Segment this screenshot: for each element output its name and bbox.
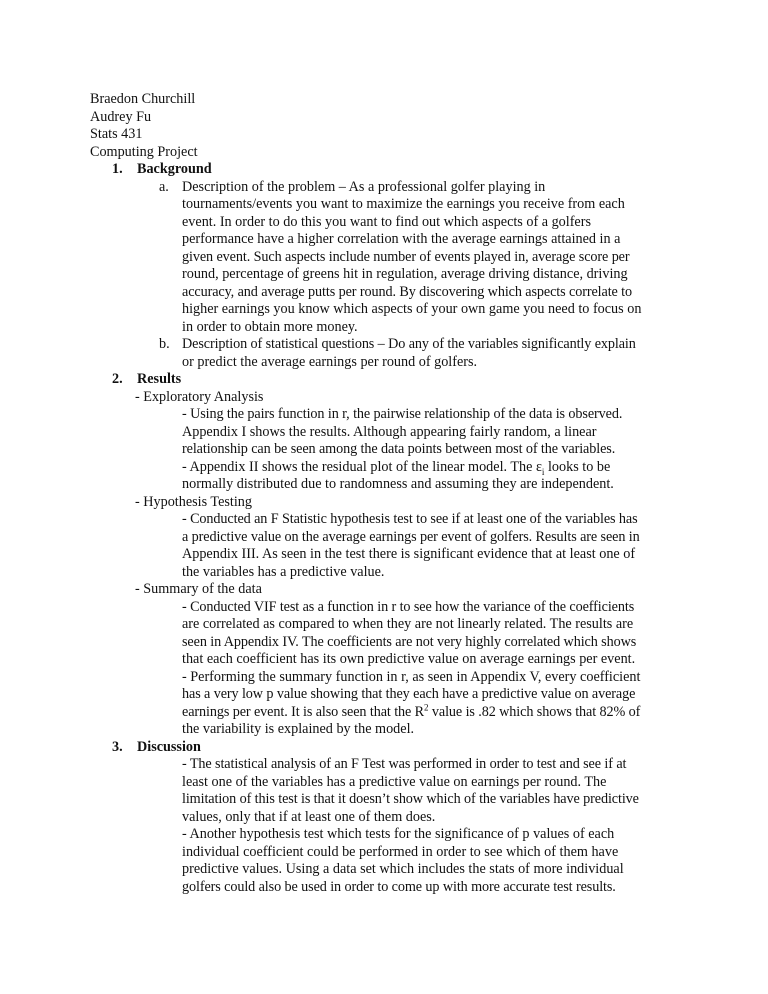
- project-title: Computing Project: [90, 143, 198, 160]
- section-heading-text: Background: [137, 161, 212, 177]
- text-run: looks to be: [544, 458, 611, 475]
- section-number: 3.: [112, 738, 123, 755]
- text-run: value is .82 which shows that 82% of: [428, 703, 641, 720]
- paragraph-line: [90, 459, 680, 477]
- section-heading-discussion: [90, 739, 680, 757]
- author-name: Audrey Fu: [90, 108, 152, 125]
- section-heading-results: [90, 371, 680, 389]
- list-item-a: [90, 179, 680, 197]
- text-run: - Appendix II shows the residual plot of the linear model. The ε: [182, 458, 542, 475]
- paragraph-line: predictive values. Using a data set which includes the stats of more individual: [182, 861, 624, 877]
- superscript: 2: [424, 701, 429, 712]
- paragraph-line: performance have a higher correlation with the average earnings attained in a: [182, 231, 621, 247]
- paragraph-line: - Conducted an F Statistic hypothesis test to see if at least one of the variables has: [182, 511, 638, 527]
- paragraph-line: normally distributed due to randomness and assuming they are independent.: [182, 476, 614, 492]
- paragraph-line: - Using the pairs function in r, the pairwise relationship of the data is observed.: [182, 406, 623, 422]
- item-letter: a.: [159, 178, 169, 195]
- paragraph-line: a predictive value on the average earnings per event of golfers. Results are seen in: [182, 528, 640, 545]
- paragraph-line: Appendix III. As seen in the test there is significant evidence that at least one of: [182, 546, 636, 562]
- paragraph-line: Description of the problem – As a professional golfer playing in: [182, 178, 546, 195]
- paragraph-line: [90, 701, 680, 722]
- paragraph-line: values, only that if at least one of them does.: [182, 808, 436, 825]
- item-letter: b.: [159, 336, 170, 352]
- paragraph-line: - The statistical analysis of an F Test was performed in order to test and see if at: [182, 756, 627, 772]
- section-number: 1.: [112, 161, 123, 177]
- subsection-heading: - Summary of the data: [135, 581, 262, 597]
- document-body: [90, 91, 680, 896]
- subscript: i: [541, 466, 545, 477]
- paragraph-line: in order to obtain more money.: [182, 318, 358, 335]
- paragraph-line: round, percentage of greens hit in regulation, average driving distance, driving: [182, 266, 628, 282]
- paragraph-line: - Conducted VIF test as a function in r to see how the variance of the coefficients: [182, 598, 635, 615]
- paragraph-line: relationship can be seen among the data points between most of the variables.: [182, 441, 616, 457]
- paragraph-line: has a very low p value showing that they each have a predictive value on average: [182, 686, 636, 702]
- section-heading-background: [90, 161, 680, 179]
- paragraph-line: or predict the average earnings per round of golfers.: [182, 353, 478, 370]
- paragraph-line: the variability is explained by the model.: [182, 721, 415, 737]
- section-heading-text: Discussion: [137, 738, 201, 755]
- subsection-heading: - Exploratory Analysis: [135, 388, 264, 405]
- paragraph-line: that each coefficient has its own predictive value on average earnings per event.: [182, 651, 636, 667]
- paragraph-line: golfers could also be used in order to come up with more accurate test results.: [182, 878, 616, 895]
- paragraph-line: are correlated as compared to when they are not linearly related. The results are: [182, 616, 634, 632]
- paragraph-line: - Another hypothesis test which tests for the significance of p values of each: [182, 826, 615, 842]
- paragraph-line: higher earnings you know which aspects of your own game you need to focus on: [182, 301, 642, 317]
- author-name: Braedon Churchill: [90, 91, 196, 107]
- paragraph-line: tournaments/events you want to maximize the earnings you receive from each: [182, 196, 625, 212]
- paragraph-line: the variables has a predictive value.: [182, 563, 385, 580]
- paragraph-line: - Performing the summary function in r, as seen in Appendix V, every coefficient: [182, 668, 641, 685]
- paragraph-line: Appendix I shows the results. Although appearing fairly random, a linear: [182, 423, 597, 440]
- paragraph-line: given event. Such aspects include number of events played in, average score per: [182, 248, 630, 265]
- subsection-heading: - Hypothesis Testing: [135, 493, 252, 510]
- course-name: Stats 431: [90, 126, 143, 142]
- paragraph-line: individual coefficient could be performed in order to see which of them have: [182, 843, 619, 860]
- section-number: 2.: [112, 371, 123, 387]
- text-run: earnings per event. It is also seen that the R: [182, 703, 425, 720]
- paragraph-line: Description of statistical questions – Do any of the variables significantly explain: [182, 336, 636, 352]
- paragraph-line: limitation of this test is that it doesn’t show which of the variables have predictive: [182, 791, 639, 807]
- paragraph-line: seen in Appendix IV. The coefficients are not very highly correlated which shows: [182, 633, 637, 650]
- list-item-b: [90, 336, 680, 354]
- paragraph-line: accuracy, and average putts per round. By discovering which aspects correlate to: [182, 283, 633, 300]
- paragraph-line: event. In order to do this you want to find out which aspects of a golfers: [182, 213, 591, 230]
- section-heading-text: Results: [137, 371, 182, 387]
- paragraph-line: least one of the variables has a predictive value on earnings per round. The: [182, 773, 607, 790]
